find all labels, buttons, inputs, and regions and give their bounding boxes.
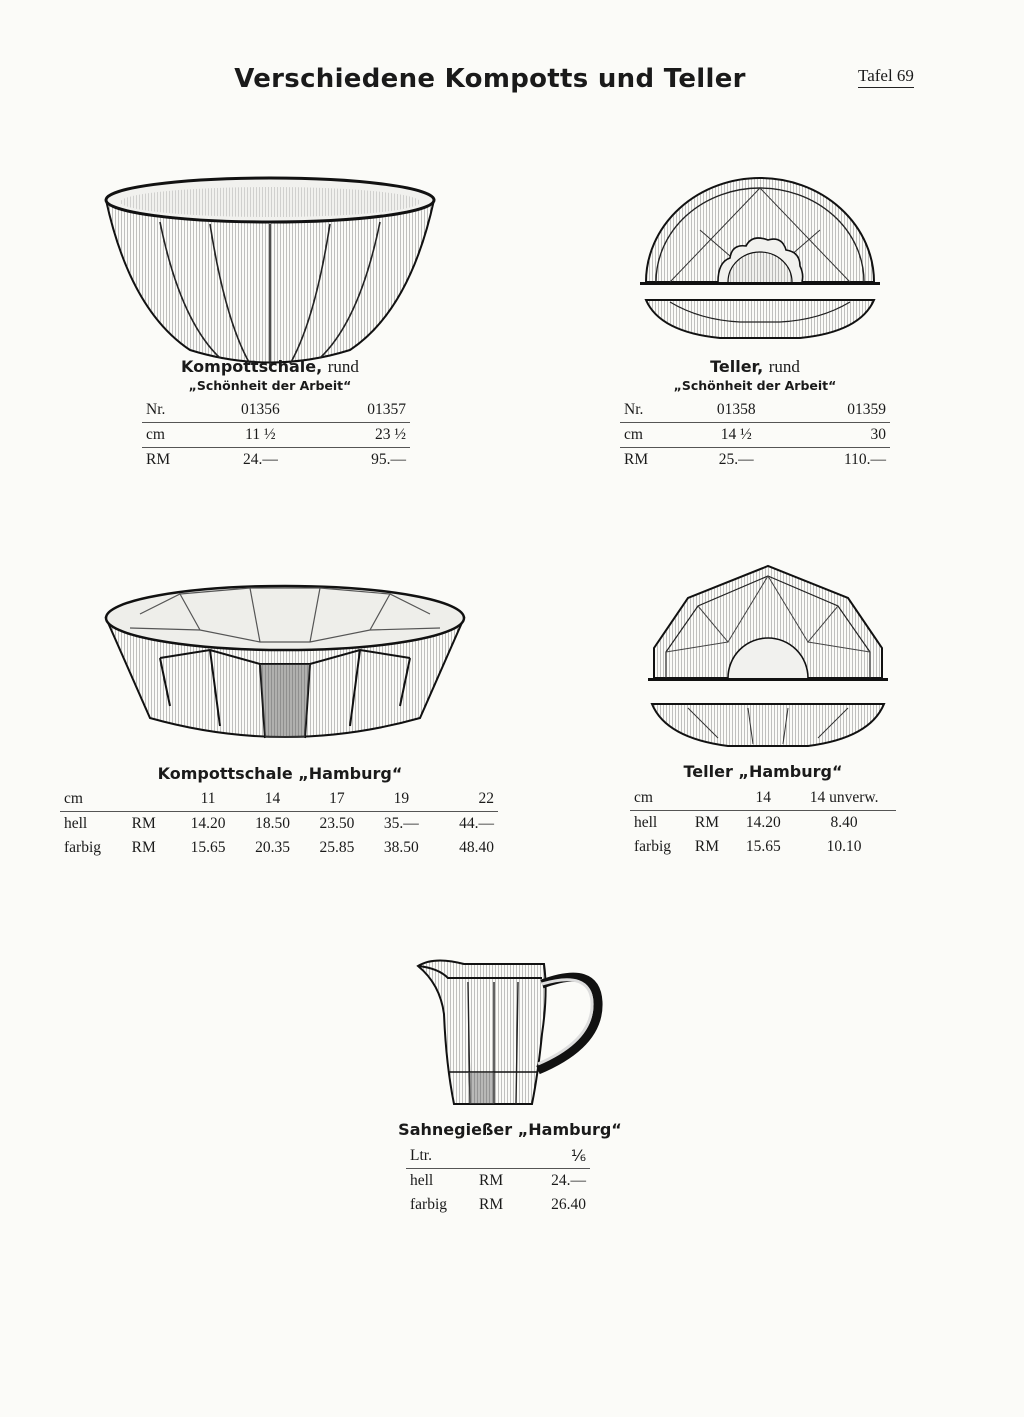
- table-row: cm 11 ½ 23 ½: [142, 423, 410, 448]
- page-title: Verschiedene Kompotts und Teller: [234, 64, 746, 94]
- table-row: farbig RM 15.65 10.10: [634, 838, 862, 855]
- plate-number: Tafel 69: [858, 66, 914, 88]
- bowl-round-name: Kompottschale, rund: [181, 357, 359, 376]
- table-row: Nr. 01356 01357: [142, 398, 410, 423]
- plate-round-spec-table: [620, 398, 890, 472]
- table-row: RM 25.— 110.—: [624, 451, 886, 468]
- bowl-hamburg-spec-table: [60, 787, 498, 860]
- table-row: Ltr. ⅙: [406, 1144, 590, 1169]
- bowl-round-illustration: [100, 170, 440, 370]
- plate-hamburg-name: Teller „Hamburg“: [683, 762, 843, 781]
- table-row: hell RM 14.20 8.40: [634, 814, 858, 831]
- plate-round-illustration: [640, 170, 880, 350]
- bowl-hamburg-name: Kompottschale „Hamburg“: [157, 764, 403, 783]
- bowl-round-subtitle: „Schönheit der Arbeit“: [188, 378, 352, 393]
- table-row: farbig RM 15.65 20.35 25.85 38.50 48.40: [64, 839, 494, 856]
- creamer-hamburg-name: Sahnegießer „Hamburg“: [398, 1120, 622, 1139]
- table-row: RM 24.— 95.—: [146, 451, 406, 468]
- plate-hamburg-spec-table: [630, 786, 896, 859]
- plate-round-name: Teller, rund: [710, 357, 800, 376]
- creamer-hamburg-spec-table: [406, 1144, 590, 1217]
- table-row: Nr. 01358 01359: [620, 398, 890, 423]
- creamer-hamburg-illustration: [414, 954, 604, 1114]
- table-row: cm 11 14 17 19 22: [60, 787, 498, 812]
- table-row: cm 14 ½ 30: [620, 423, 890, 448]
- table-row: farbig RM 26.40: [410, 1196, 586, 1213]
- plate-round-subtitle: „Schönheit der Arbeit“: [673, 378, 837, 393]
- plate-hamburg-illustration: [648, 562, 888, 752]
- table-row: hell RM 14.20 18.50 23.50 35.— 44.—: [64, 815, 494, 832]
- bowl-round-spec-table: [142, 398, 410, 472]
- table-row: cm 14 14 unverw.: [630, 786, 896, 811]
- table-row: hell RM 24.—: [410, 1172, 586, 1189]
- bowl-hamburg-illustration: [100, 578, 470, 748]
